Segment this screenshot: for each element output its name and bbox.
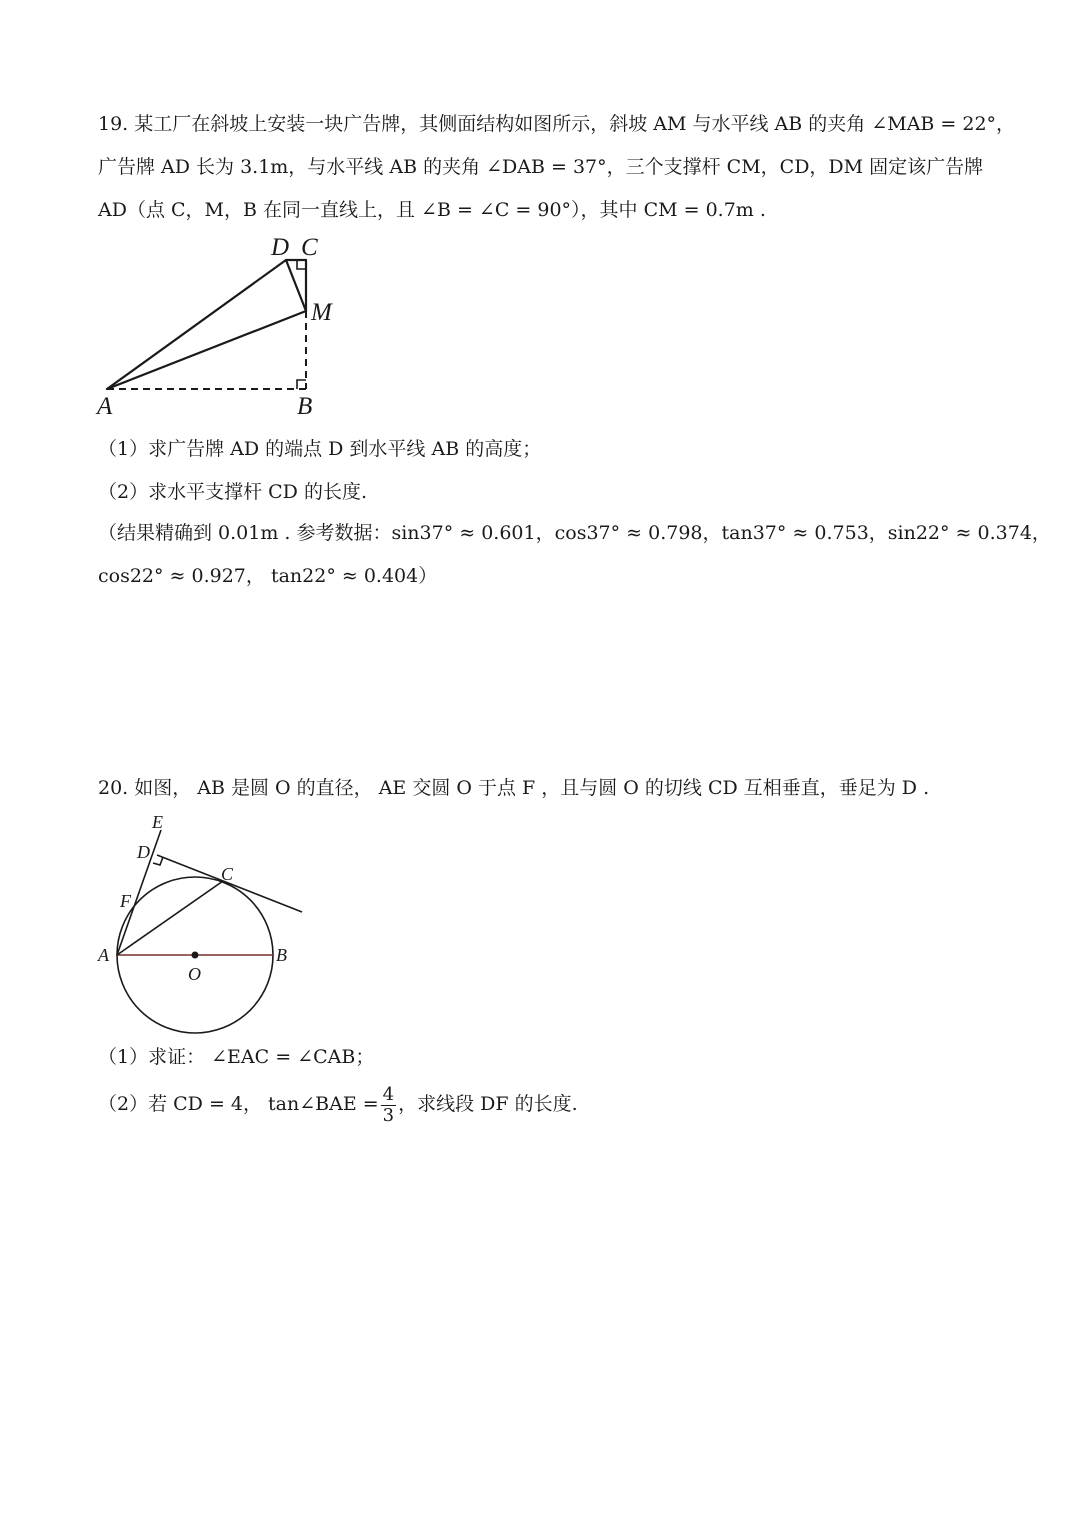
p19-note-2: cos22° ≈ 0.927， tan22° ≈ 0.404）: [98, 565, 438, 587]
right-angle-b: [297, 380, 306, 389]
p19-line-2: 广告牌 AD 长为 3.1m，与水平线 AB 的夹角 ∠DAB = 37°，三个支撑杆 CM，CD，DM 固定该广告牌: [98, 156, 984, 178]
p20-question-1: （1）求证： ∠EAC = ∠CAB；: [98, 1046, 375, 1068]
label-a: A: [97, 393, 113, 420]
label-c: C: [221, 864, 234, 884]
p19-question-1: （1）求广告牌 AD 的端点 D 到水平线 AB 的高度；: [98, 438, 542, 460]
p19-line-3: AD（点 C，M，B 在同一直线上，且 ∠B = ∠C = 90°），其中 CM = 0.7m .: [98, 199, 766, 221]
p19-figure: [95, 230, 355, 425]
label-c: C: [301, 234, 318, 261]
label-o: O: [188, 964, 201, 984]
p19-note-1: （结果精确到 0.01m . 参考数据：sin37° ≈ 0.601，cos37° ≈ 0.798，tan37° ≈ 0.753，sin22° ≈ 0.374，: [98, 522, 1051, 544]
p20-question-2: [98, 1084, 578, 1126]
label-e: E: [152, 812, 163, 832]
p20-question-2-suffix: ，求线段 DF 的长度.: [398, 1093, 578, 1115]
fraction-four-thirds: [381, 1085, 396, 1126]
right-angle-c: [297, 260, 306, 269]
p20-figure: [95, 808, 310, 1038]
segment-dm: [286, 260, 306, 311]
fraction-denominator: 3: [382, 1104, 395, 1126]
p19-question-2: （2）求水平支撑杆 CD 的长度.: [98, 481, 367, 503]
segment-am: [107, 311, 306, 389]
right-angle-d: [153, 857, 163, 865]
label-a: A: [98, 945, 109, 965]
center-point-o: [192, 952, 199, 959]
label-f: F: [120, 891, 131, 911]
p19-line-1: 19. 某工厂在斜坡上安装一块广告牌，其侧面结构如图所示，斜坡 AM 与水平线 AB 的夹角 ∠MAB = 22°，: [98, 113, 1016, 135]
label-m: M: [311, 299, 332, 326]
p20-line-1: 20. 如图， AB 是圆 O 的直径， AE 交圆 O 于点 F ，且与圆 O 的切线 CD 互相垂直，垂足为 D .: [98, 777, 930, 799]
label-d: D: [271, 234, 290, 261]
fraction-numerator: 4: [382, 1083, 395, 1105]
label-b: B: [276, 945, 287, 965]
label-b: B: [297, 393, 313, 420]
segment-ac: [117, 881, 223, 955]
label-d: D: [137, 842, 150, 862]
p20-question-2-prefix: （2）若 CD = 4， tan∠BAE =: [98, 1093, 379, 1115]
segment-ad: [107, 260, 286, 389]
